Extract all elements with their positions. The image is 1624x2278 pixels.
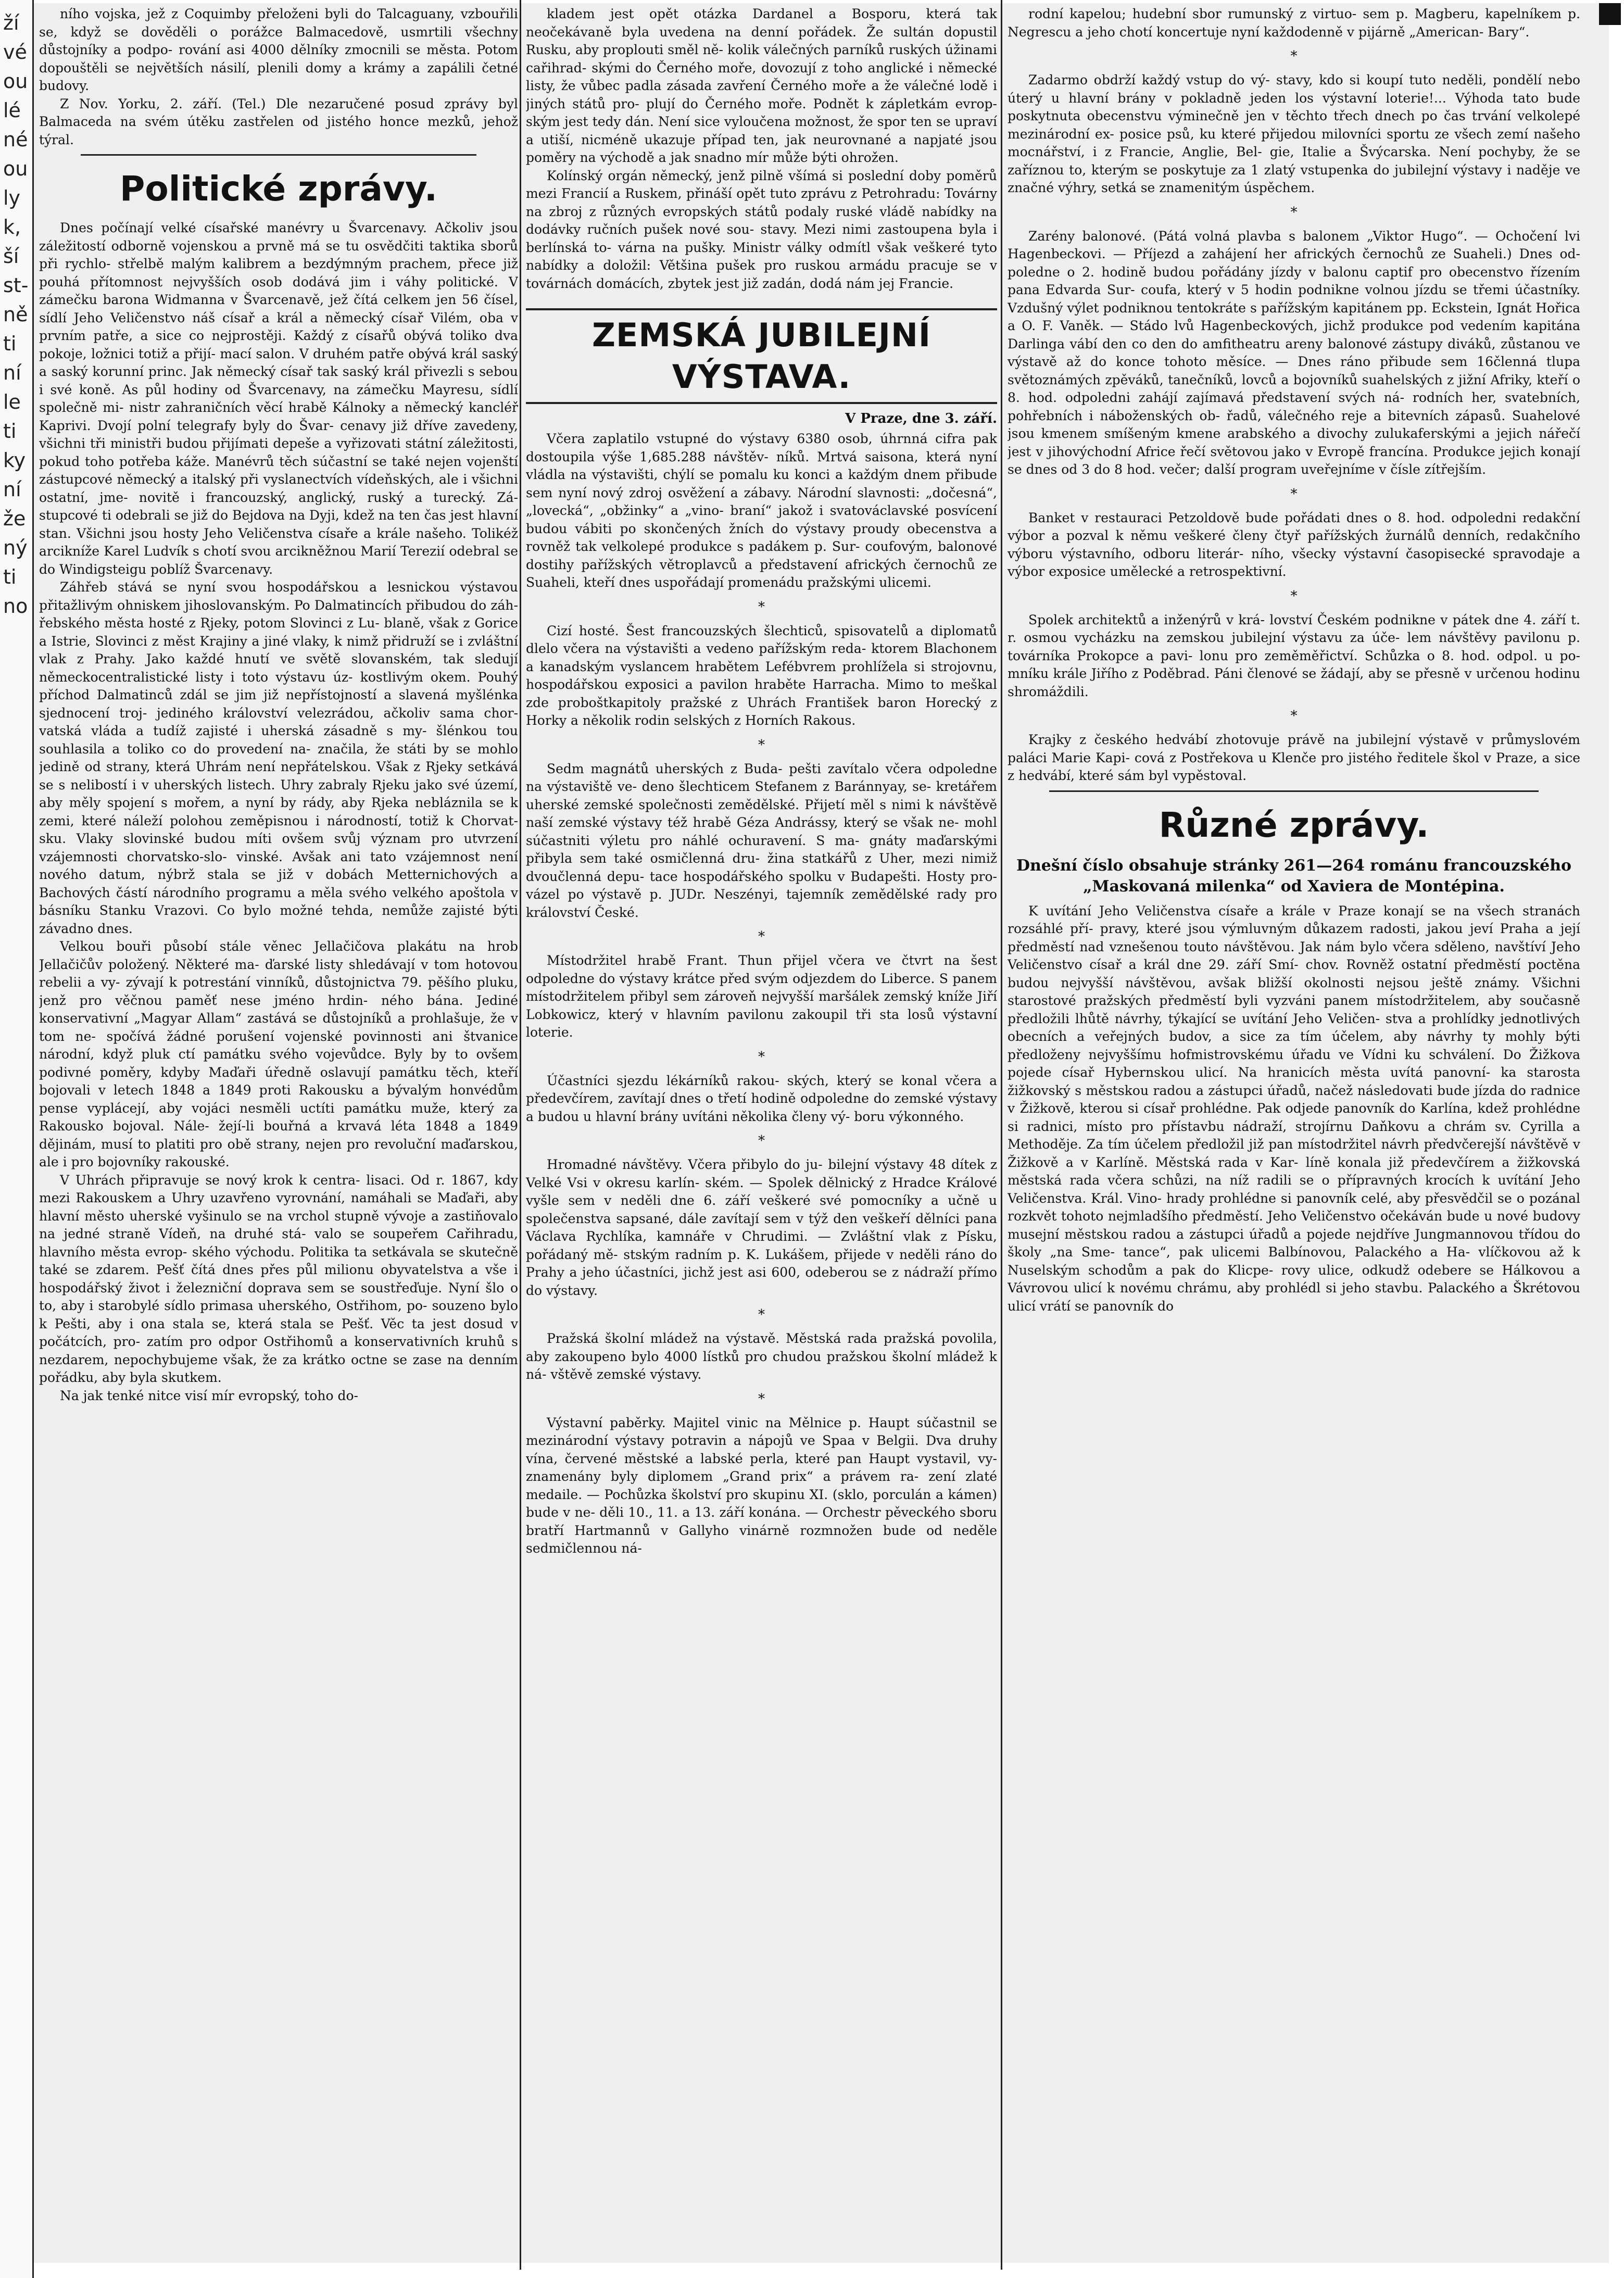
article-paragraph: Zadarmo obdrží každý vstup do vý- stavy, kdo si koupí tuto neděli, pondělí nebo úterý u hlavní brány v pokladně jeden los výstavní loterie!... Výhoda tato bude poskytnuta obecenstvu výminečně jen v těchto třech dnech po čas trvání velkolepé mezinárodní ex- posice psů, ku které přijedou milovníci sportu ze všech zemí našeho mocnářství, i z Francie, Anglie, Bel- gie, Italie a Švýcarska. Není pochyby, že se zaříznou to, kterým se poskytuje za 1 zlatý vstupenka do jubilejní výstavy i naděje ve značné výhry, setká se znamenitým úspěchem.: [1008, 72, 1580, 195]
article-paragraph: Účastníci sjezdu lékárníků rakou- ských, který se konal včera a předevčírem, zavítají dnes o třetí hodině odpoledne do zemské výstavy a budou u hlavní brány uvítáni několika členy vý- boru výkonného.: [526, 1073, 997, 1124]
edge-fragment: ží: [3, 11, 19, 34]
article-paragraph: kladem jest opět otázka Dardanel a Bosporu, která tak neočekávaně byla uvedena na denní pořádek. Že sultán dopustil Rusku, aby proplouti směl ně- kolik válečných parníků ruských úžinami cařihrad- skými do Černého moře, dovozují z toho anglické i německé listy, že vůbec padla zásada zavření Černého moře a že válečné lodě i jiných států pro- plují do Černého moře. Podnět k zápletkám evrop- ským jest tedy dán. Není sice vyloučena možnost, že spor ten se upraví a utiší, nicméně ukazuje případ ten, jak neurovnané a napjaté jsou poměry na východě a jak snadno mír může býti ohrožen.: [526, 6, 997, 165]
edge-fragment: ní: [3, 361, 21, 384]
edge-fragment: že: [3, 507, 26, 530]
adjacent-page-edge: [0, 0, 34, 2278]
column-divider: [520, 0, 521, 2270]
section-heading-ruzne-zpravy: Různé zprávy.: [1159, 804, 1429, 845]
edge-fragment: ou: [3, 157, 28, 180]
article-paragraph: ního vojska, jež z Coquimby přeloženi byli do Talcaguany, vzbouřili se, když se dověděli o porážce Balmacedově, usmrtili všechny důstojníky a podpo- rování asi 4000 dělníky zmocnili se města. Potom dopouštěli se největších násilí, plenili domy a krámy a zapálili četné budovy.: [39, 6, 518, 93]
edge-fragment: ly: [3, 186, 21, 209]
edge-fragment: no: [3, 595, 28, 618]
separator-asterisks: *: [758, 1049, 765, 1065]
section-rule: [1049, 790, 1539, 792]
section-banner-zemska-jubilejni-vystava: ZEMSKÁ JUBILEJNÍ VÝSTAVA.: [526, 308, 997, 404]
separator-asterisks: *: [758, 1391, 765, 1407]
separator-asterisks: *: [1290, 486, 1298, 502]
edge-fragment: ný: [3, 536, 28, 559]
article-paragraph: Na jak tenké nitce visí mír evropský, toho do-: [60, 1388, 358, 1403]
separator-asterisks: *: [758, 1307, 765, 1323]
article-paragraph: Cizí hosté. Šest francouzských šlechticů, spisovatelů a diplomatů dlelo včera na výstavišti a vedeno pařížským reda- ktorem Blachonem a kanadským vyslancem hrabětem Lefébvrem prohlížela si strojovnu, hospodářskou exposici a pavilon hraběte Harracha. Mimo to meškal zde proboštkapitoly pražské z Uhrách František baron Horecký z Horky a několik rodin selských z Horních Rakous.: [526, 623, 997, 728]
article-paragraph: Včera zaplatilo vstupné do výstavy 6380 osob, úhrnná cifra pak dostoupila výše 1,685.288 návštěv- níků. Mrtvá saisona, která nyní vládla na výstavišti, chýlí se pomalu ku konci a každým dnem přibude sem nyní nový zdroj osvěžení a zábavy. Národní slavnosti: „dočesná“, „lovecká“, „obžinky“ a „vino- braní“ jakož i svatováclavské posvícení budou vábiti po skončených žních do výstavy proudy obecenstva a rovněž tak velkolepé produkce s padákem p. Sur- coufovým, balonové dostihy pařížských větroplavců a představení afrických černochů ze Suaheli, kteří dnes uspořádají promenádu pražskými ulicemi.: [526, 431, 997, 590]
article-paragraph: Hromadné návštěvy. Včera přibylo do ju- bilejní výstavy 48 dítek z Velké Vsi v okresu karlín- ském. — Spolek dělnický z Hradce Králové vyšle sem v neděli dne 6. září veškeré své pomocníky a učně u společenstva sapsané, dále zavítají sem v týž den veškeří dělníci pana Václava Rychlíka, kamnáře v Chrudimi. — Zvláštní vlak z Písku, pořádaný mě- stským radním p. K. Lukášem, přijede v neděli ráno do Prahy a jeho účastníci, jichž jest asi 600, odeberou se z nádraží přímo do výstavy.: [526, 1157, 997, 1298]
separator-asterisks: *: [758, 599, 765, 615]
section-heading-politicke-zpravy: Politické zprávy.: [120, 169, 437, 209]
section-rule: [81, 154, 476, 156]
dateline: V Praze, dne 3. září.: [845, 411, 997, 426]
separator-asterisks: *: [758, 737, 765, 753]
separator-asterisks: *: [1290, 48, 1298, 64]
column-2: [526, 5, 997, 2264]
article-paragraph: Banket v restauraci Petzoldově bude pořádati dnes o 8. hod. odpoledni redakční výbor a pozval k němu veškeré členy čtyř pařížských žurnálů denních, redakčního výboru výstavního, odboru literár- ního, všecky výstavní časopisecké spravodaje a výbor exposice umělecké a retrospektivní.: [1008, 510, 1580, 579]
separator-asterisks: *: [758, 1133, 765, 1149]
article-paragraph: Zarény balonové. (Pátá volná plavba s balonem „Viktor Hugo“. — Ochočení lvi Hagenbeckovi. — Příjezd a zahájení her afrických černochů ze Suaheli.) Dnes od- poledne o 2. hodině budou pořádány jízdy v balonu captif pro obecenstvo řízením pana Edvarda Sur- coufa, který v 5 hodin podnikne volnou jízdu se třemi účastníky. Vzdušný výlet podniknou tentokráte s pařížským kapitánem pp. Eckstein, Ignát Hořica a O. F. Vaněk. — Stádo lvů Hagenbeckových, jichž produkce pod vedením kapitána Darlinga vábí den co den do amfitheatru areny balonové zástupy diváků, zůstanou ve výstavě až do konce tohoto měsíce. — Dnes ráno přibude sem 16členná tlupa světoznámých zpěváků, tanečníků, lovců a bojovníků suahelských z jižní Afriky, kteří o 8. hod. odpoledni zahájí zajímavá představení svých ná- rodních her, svatebních, pohřebních i náboženských ob- řadů, válečného reje a bitevních zápasů. Suahelové jsou kmenem smíšeným kmene arabského a divochy zulukaferskými a jejich nářečí jest v jihovýchodní Africe řečí světovou jako v Evropě francína. Produkce jejich konají se dnes od 3 do 8 hod. večer; další program uveřejníme v čísle zítřejším.: [1008, 228, 1580, 477]
article-paragraph: Záhřeb stává se nyní svou hospodářskou a lesnickou výstavou přitažlivým ohniskem jihoslovanským. Po Dalmatincích přibudou do záh- řebského města hosté z Rjeky, potom Slovinci z Lu- blaně, však z Gorice a Istrie, Slovinci z měst Krajiny a jiné vlaky, k nimž přidruží se i zvláštní vlak z Prahy. Jako každé hnutí ve světě slovanském, tak sledují německocentralistické listy i toto výstavu úz- kostlivým okem. Pouhý příchod Dalmatinců zdál se jim již nepřístojností a slavená myšlénka sjednocení troj- jediného království velezrádou, ačkoliv sama chor- vatská vláda a tudíž zajisté i uherská zásadně s my- šlénkou tou souhlasila a toliko co do provedení na- značila, že státi by se mohlo jedině od strany, která Uhrám není nepřátelskou. Však z Rjeky setkává se s nelibostí i v uherských listech. Uhry zabraly Rjeku jako své území, aby měly spojení s mořem, a nyní by rády, aby Rjeka nebláznila se k zemi, které náleží polohou zeměpisnou i národností, totiž k Chorvat- sku. Vlaky slovinské budou míti ovšem svůj význam pro utvrzení vzájemnosti chorvatsko-slo- vinské. Avšak ani tato vzájemnost není nového datum, nýbrž stala se již v dobách Metternichových a Bachových částí národního programu a měla svého velkého apoštola v básníku Stanku Vrazovi. Co bylo možné tehda, nemůže zajisté býti závadno dnes.: [39, 580, 518, 936]
edge-fragment: k,: [3, 216, 21, 238]
article-paragraph: K uvítání Jeho Veličenstva císaře a krále v Praze konají se na všech stranách rozsáhlé pří- pravy, které jsou výmluvným důkazem radosti, jakou jeví Praha a její předměstí nad vznešenou touto návštěvou. Jak nám bylo včera sděleno, navštíví Jeho Veličenstvo císař a král dne 29. září Smí- chov. Rovněž ostatní předměstí poctěna budou nejvyšší návštěvou, avšak bližší okolnosti nejsou ještě známy. Všichni starostové pražských předměstí byli vyzváni panem místodržitelem, aby současně předložili lhůtě návrhy, týkající se uvítání Jeho Veličen- stva a prohlídky jednotlivých obecních a veřejných budov, a sice za tím účelem, aby návrhy ty mohly býti předloženy nejvyššímu hofmistrovskému úřadu ve Vídni ku schválení. Do Žižkova pojede císař Hybernskou ulicí. Na hranicích města uvítá panovní- ka starosta žižkovský s městskou radou a zástupci úřadů, načež následovati bude jízda do radnice v Žižkově, kterou si císař prohlédne. Pak odjede panovník do Karlína, kdež prohlédne si radnici, místo pro přístavbu nádraží, strojírnu Daňkovu a chrám sv. Cyrilla a Methoděje. Za tím účelem předložil již pan místodržitel návrh předvčerejší návštěvě v Žižkově a v Karlíně. Městská rada v Kar- líně konala již předevčírem a žižkovská městská rada včera schůzi, na níž radili se o přípravných krocích k uvítání Jeho Veličenstva. Král. Vino- hrady prohlédne si panovník celé, aby přesvědčil se o pozánal rozkvět tohoto nejmladšího předměstí. Jeho Veličenstvo očekáván bude u nové budovy musejní městskou radou a zástupci úřadů a pojede nejdříve Jungmannovou třídou do školy „na Sme- tance“, pak ulicemi Balbínovou, Palackého a Ha- vlíčkovou až k Nuselským schodům a pak do Klicpe- rovy ulice, odkudž odebere se Hálkovou a Vávrovou ulicí k novému chrámu, aby prohlédl si jeho stavbu. Palackého a Škrétovou ulicí vrátí se panovník do: [1008, 903, 1580, 1314]
edge-fragment: né: [3, 128, 28, 151]
article-paragraph: Krajky z českého hedvábí zhotovuje právě na jubilejní výstavě v průmyslovém paláci Marie Kapi- cová z Postřekova u Klenče pro jistého ředitele škol v Praze, a sice z hedvábí, které sám byl vypěstoval.: [1008, 732, 1580, 783]
article-paragraph: Výstavní paběrky. Majitel vinic na Mělnice p. Haupt súčastnil se mezinárodní výstavy potravin a nápojů ve Spaa v Belgii. Dva druhy vína, červené městské a labské perla, které pan Haupt vystavil, vy- znamenány byly diplomem „Grand prix“ a právem ra- zení zlaté medaile. — Pochůzka školství pro skupinu XI. (sklo, porculán a kámen) bude v ne- děli 10., 11. a 13. září konána. — Orchestr pěveckého sboru bratří Hartmannů v Gallyho vinárně rozmnožen bude od neděle sedmičlennou ná-: [526, 1415, 997, 1556]
edge-fragment: ti: [3, 565, 17, 588]
edge-fragment: ně: [3, 303, 28, 326]
article-paragraph: Z Nov. Yorku, 2. září. (Tel.) Dle nezaručené posud zprávy byl Balmaceda na svém útěku zastřelen od jistého honce mezků, jehož týral.: [39, 96, 518, 147]
article-paragraph: Pražská školní mládež na výstavě. Městská rada pražská povolila, aby zakoupeno bylo 4000 lístků pro chudou pražskou školní mládež k ná- vštěvě zemské výstavy.: [526, 1331, 997, 1382]
novel-announcement: Dnešní číslo obsahuje stránky 261—264 románu francouzského „Maskovaná milenka“ od Xaviera de Montépina.: [1016, 856, 1572, 896]
separator-asterisks: *: [758, 929, 765, 945]
column-divider: [1001, 0, 1002, 2270]
edge-fragment: ti: [3, 420, 17, 443]
article-paragraph: Dnes počínají velké císařské manévry u Švarcenavy. Ačkoliv jsou záležitostí odborně vojenskou a prvně má se tu osvědčiti taktika sborů při rychlo- střelbě malým kalibrem a bezdýmným prachem, přece již pouhá přítomnost nejvyšších osob dodává jim i váhy politické. V zámečku barona Widmanna v Švarcenavě, jež čítá celkem jen 56 čísel, sídlí Jeho Veličenstvo náš císař a král a německý císař Vilém, oba v prvním patře, a sice co nejprostěji. Každý z císařů obývá toliko dva pokoje, ložnici totiž a přijí- mací salon. V druhém patře obývá král saský a saský korunní princ. Jak německý císař tak saský král přivezli s sebou i své koně. As půl hodiny od Švarcenavy, na zámečku Mayresu, sídlí společně mi- nistr zahraničních věcí hrabě Kálnoky a německý kancléř Kaprivi. Dvojí polní telegrafy byly do Švar- cenavy již dříve zavedeny, všichni tři ministři budou přijímati depeše a vyřizovati státní záležitosti, pokud toho potřeba káže. Manévrů těch súčastní se také nejen vojenští zástupcové německý a italský při vyslanectvích vídeňských, ale i všichni ostatní, jme- novitě i francouzský, anglický, ruský a turecký. Zá- stupcové ti odebrali se již do Bejdova na Dyji, kdež na ten čas jest hlavní stan. Všichni jsou hosty Jeho Veličenstva císaře a krále našeho. Tolikéž arcikníže Karel Ludvík s chotí svou arcikněžnou Marií Terezií odebral se do Windigsteigu poblíž Švarcenavy.: [39, 220, 518, 577]
edge-fragment: le: [3, 391, 21, 413]
edge-fragment: ní: [3, 478, 21, 501]
edge-fragment: ky: [3, 449, 26, 472]
edge-fragment: vé: [3, 41, 27, 64]
article-paragraph: V Uhrách připravuje se nový krok k centra- lisaci. Od r. 1867, kdy mezi Rakouskem a Uhry uzavřeno vyrovnání, namáhali se Maďaři, aby hlavní město uherské vyšinulo se na vrchol stupně vývoje a zastiňovalo na jedné straně Vídeň, na druhé stá- valo se soupeřem Cařihradu, hlavního města evrop- ského východu. Politika ta setkávala se skutečně také se zdarem. Pešť čítá dnes přes půl milionu obyvatelstva a vše i hospodářský život i železniční doprava sem se soustřeďuje. Nyní šlo o to, aby i starobylé sídlo primasa uherského, Ostřihom, po- souzeno bylo k Pešti, aby i ona stala se, která stala se Pešť. Věc ta jest dosud v počátcích, pro- zatím pro odpor Ostřihomů a konservativních kruhů s nezdarem, nepochybujeme však, že za krátko octne se zase na denním pořádku, aby byla skutkem.: [39, 1172, 518, 1385]
edge-fragment: lé: [3, 99, 21, 122]
article-paragraph: rodní kapelou; hudební sbor rumunský z virtuo- sem p. Magberu, kapelníkem p. Negrescu a jeho chotí koncertuje nyní každodenně v pijárně „American- Bary“.: [1008, 6, 1580, 40]
column-1: [39, 5, 518, 2264]
article-paragraph: Kolínský orgán německý, jenž pilně všímá si poslední doby poměrů mezi Francií a Ruskem, přináší opět tuto zprávu z Petrohradu: Továrny na zbroj z různých evropských států podaly ruské vládě nabídky na dodávky ručních pušek nové sou- stavy. Mezi nimi zastoupena byla i berlínská to- várna na pušky. Ministr války odmítl však veškeré tyto nabídky a doložil: Většina pušek pro ruskou armádu pracuje se v továrnách domácích, zbytek jest již zadán, dodá nám jej Francie.: [526, 168, 997, 291]
edge-fragment: ší: [3, 245, 19, 268]
edge-fragment: ou: [3, 70, 28, 93]
separator-asterisks: *: [1290, 588, 1298, 604]
corner-registration-mark: [1599, 3, 1621, 25]
separator-asterisks: *: [1290, 204, 1298, 220]
column-3: [1008, 5, 1580, 2264]
article-paragraph: Sedm magnátů uherských z Buda- pešti zavítalo včera odpoledne na výstaviště ve- deno šlechticem Stefanem z Baránnyay, se- kretářem uherské zemské společnosti zemědělské. Přijetí měl s nimi k návštěvě naší zemské výstavy též hrabě Géza Andrássy, který se však ne- mohl súčastniti výletu pro náhlé ochuravení. S ma- gnáty maďarskými přibyla sem také osmičlenná dru- žina statkářů z Uher, mezi nimiž dvoučlenná depu- tace hospodářského spolku v Budapešti. Hosty pro- vázel po výstavě p. JUDr. Neszényi, tajemník zemědělské rady pro království České.: [526, 761, 997, 920]
separator-asterisks: *: [1290, 708, 1298, 724]
article-paragraph: Spolek architektů a inženýrů v krá- lovství Českém podnikne v pátek dne 4. září t. r. osmou vycházku na zemskou jubilejní výstavu za úče- lem návštěvy pavilonu p. továrníka Prokopce a pavi- lonu pro zeměměřictví. Schůzka o 8. hod. odpol. u po- mníku krále Jiřího z Poděbrad. Páni členové se žádají, aby se přesně v určenou hodinu shromáždili.: [1008, 612, 1580, 699]
article-paragraph: Místodržitel hrabě Frant. Thun přijel včera ve čtvrt na šest odpoledne do výstavy krátce před svým odjezdem do Liberce. S panem místodržitelem přibyl sem zároveň nejvyšší maršálek zemský kníže Jiří Lobkowicz, který v hlavním pavilonu zakoupil tři sta losů výstavní loterie.: [526, 953, 997, 1040]
edge-fragment: st-: [3, 274, 29, 297]
article-paragraph: Velkou bouři působí stále věnec Jellačičova plakátu na hrob Jellačičův položený. Některé ma- ďarské listy shledávají v tom hotovou rebelii a vy- zývají k potrestání vinníků, důstojnictva 79. pěšího pluku, jenž pro věčnou paměť nese jméno hrdin- ného bána. Jediné konservativní „Magyar Allam“ zastává se důstojníků a prohlašuje, že v tom ne- spočívá žádné porušení vojenské povinnosti ani štvanice národní, když pluk ctí památku svého vojevůdce. Byly by to ovšem podivné poměry, kdyby Maďaři úředně oslavují památku těch, kteří bojovali v letech 1848 a 1849 proti Rakousku a bývalým honvédům pense vyplácejí, aby vojáci nesměli uctíti památku muže, který za Rakousko bojoval. Nále- žejí-li bouřná a krvavá léta 1848 a 1849 dějinám, musí to platiti pro obě strany, nejen pro revoluční maďarskou, ale i pro bojovníky rakouské.: [39, 939, 518, 1169]
edge-fragment: ti: [3, 332, 17, 355]
